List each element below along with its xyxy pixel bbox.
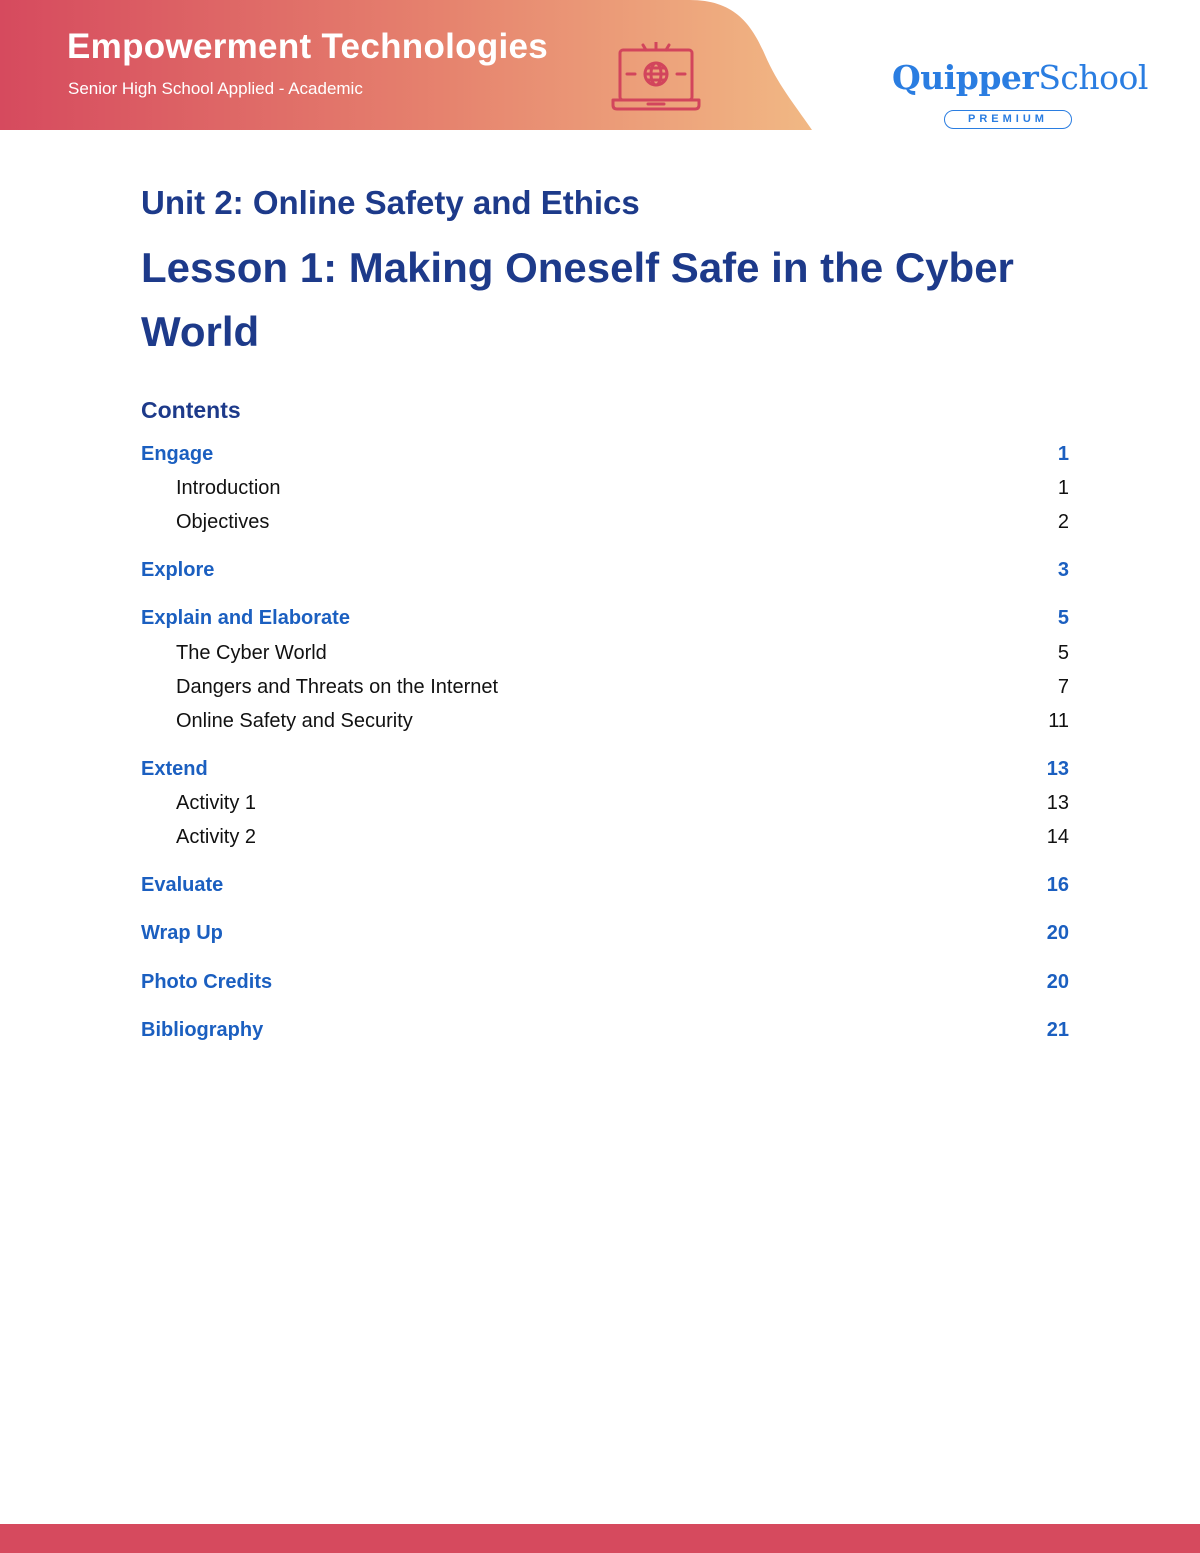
toc-entry-introduction[interactable] — [141, 477, 1069, 507]
toc-entry-label: Online Safety and Security — [176, 710, 413, 732]
toc-entry-label: Engage — [141, 443, 214, 465]
toc-entry-page: 1 — [1057, 477, 1069, 499]
toc-entry-explain-and-elaborate[interactable] — [141, 607, 1069, 637]
toc-entry-bibliography[interactable] — [141, 1019, 1069, 1049]
toc-entry-page: 20 — [1046, 971, 1069, 993]
toc-entry-label: Objectives — [176, 511, 270, 533]
toc-entry-explore[interactable] — [141, 559, 1069, 589]
toc-entry-label: Evaluate — [141, 874, 224, 896]
toc-entry-evaluate[interactable] — [141, 874, 1069, 904]
course-subtitle: Senior High School Applied - Academic — [68, 79, 363, 98]
toc-entry-activity-1[interactable] — [141, 792, 1069, 822]
toc-entry-label: Explore — [141, 559, 215, 581]
footer-bar — [0, 1524, 1200, 1553]
toc-entry-page: 5 — [1057, 642, 1069, 664]
toc-entry-page: 7 — [1057, 676, 1069, 698]
toc-entry-label: Introduction — [176, 477, 281, 499]
toc-entry-engage[interactable] — [141, 443, 1069, 473]
toc-entry-label: Bibliography — [141, 1019, 264, 1041]
table-of-contents — [141, 0, 1069, 1553]
toc-entry-page: 16 — [1046, 874, 1069, 896]
lesson-title: Lesson 1: Making Oneself Safe in the Cyber World — [141, 244, 1014, 355]
toc-entry-page: 5 — [1057, 607, 1069, 629]
unit-title: Unit 2: Online Safety and Ethics — [141, 184, 640, 221]
toc-entry-label: The Cyber World — [176, 642, 327, 664]
toc-entry-label: Activity 1 — [176, 792, 257, 814]
toc-entry-page: 11 — [1048, 710, 1069, 732]
contents-heading: Contents — [141, 397, 241, 423]
toc-entry-the-cyber-world[interactable] — [141, 642, 1069, 672]
toc-entry-page: 3 — [1057, 559, 1069, 581]
toc-entry-online-safety-and-security[interactable] — [141, 710, 1069, 740]
toc-entry-page: 14 — [1046, 826, 1069, 848]
course-title: Empowerment Technologies — [67, 27, 549, 66]
toc-entry-label: Dangers and Threats on the Internet — [176, 676, 499, 698]
toc-entry-wrap-up[interactable] — [141, 922, 1069, 952]
toc-entry-photo-credits[interactable] — [141, 971, 1069, 1001]
toc-entry-dangers-and-threats[interactable] — [141, 676, 1069, 706]
toc-entry-label: Activity 2 — [176, 826, 257, 848]
toc-entry-page: 1 — [1057, 443, 1069, 465]
toc-entry-page: 13 — [1046, 792, 1069, 814]
premium-badge: PREMIUM — [944, 110, 1072, 129]
toc-entry-page: 2 — [1057, 511, 1069, 533]
toc-entry-label: Extend — [141, 758, 208, 780]
brand-name-bold: Quipper — [892, 58, 1039, 97]
toc-entry-page: 21 — [1046, 1019, 1069, 1041]
toc-entry-label: Photo Credits — [141, 971, 273, 993]
toc-entry-objectives[interactable] — [141, 511, 1069, 541]
toc-entry-extend[interactable] — [141, 758, 1069, 788]
toc-entry-label: Wrap Up — [141, 922, 223, 944]
toc-entry-page: 13 — [1046, 758, 1069, 780]
toc-entry-label: Explain and Elaborate — [141, 607, 350, 629]
toc-entry-activity-2[interactable] — [141, 826, 1069, 856]
toc-entry-page: 20 — [1046, 922, 1069, 944]
brand-name-regular: School — [1038, 58, 1148, 97]
